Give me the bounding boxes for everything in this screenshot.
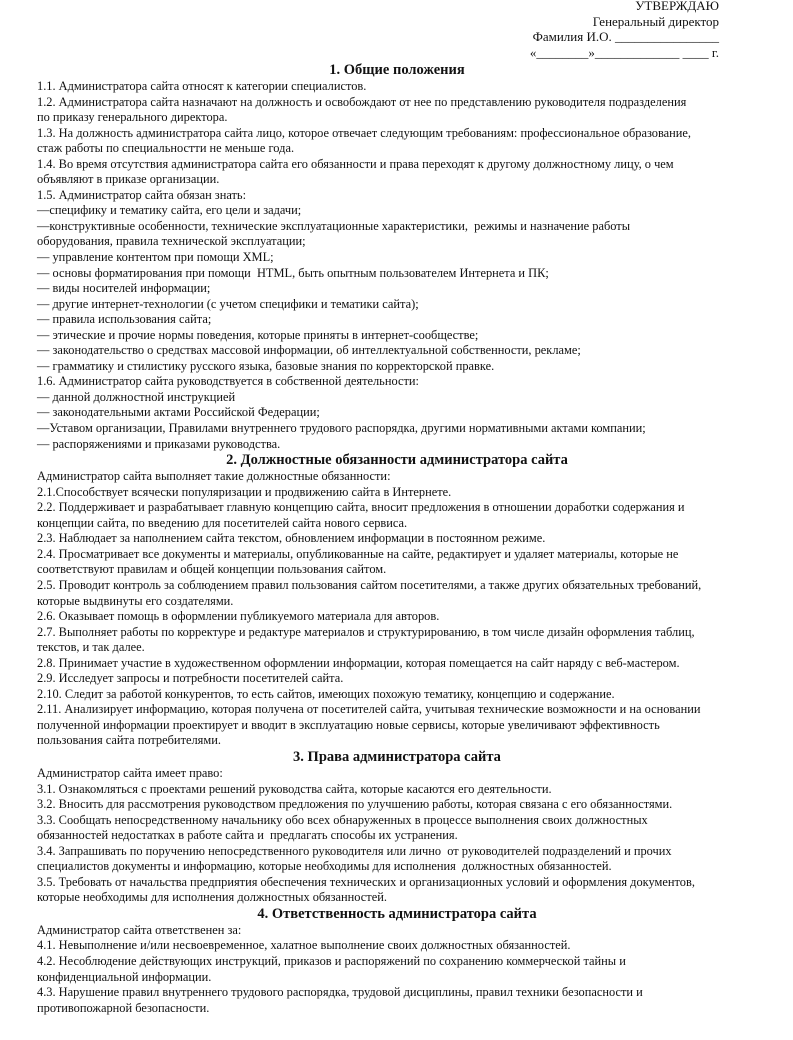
text-line: стаж работы по специальностти не меньше года. bbox=[37, 141, 295, 156]
text-line: 4.1. Невыполнение и/или несвоевременное, халатное выполнение своих должностных обязанностей. bbox=[37, 938, 571, 953]
text-line: 2.9. Исследует запросы и потребности посетителей сайта. bbox=[37, 671, 344, 686]
section-heading: 2. Должностные обязанности администратора сайта bbox=[226, 452, 568, 469]
text-line: 3.3. Сообщать непосредственному начальнику обо всех обнаруженных в процессе выполнения своих должностных bbox=[37, 812, 648, 827]
text-line: Администратор сайта ответственен за: bbox=[37, 922, 242, 937]
text-line: 2.11. Анализирует информацию, которая получена от посетителей сайта, учитывая технические возможности и на основании bbox=[37, 702, 701, 717]
approval-name-line: Фамилия И.О. ________________ bbox=[532, 29, 719, 45]
section-heading: 4. Ответственность администратора сайта bbox=[257, 905, 537, 922]
text-line: конфиденциальной информации. bbox=[37, 969, 212, 984]
text-line: 2.10. Следит за работой конкурентов, то есть сайтов, имеющих похожую тематику, концепцию и содержание. bbox=[37, 686, 615, 701]
text-line: —Уставом организации, Правилами внутреннего трудового распорядка, другими нормативными актами компании; bbox=[37, 421, 646, 436]
text-line: обязанностей недостатках в работе сайта и предлагать способы их устранения. bbox=[37, 828, 458, 843]
document-section bbox=[37, 452, 757, 749]
section-heading: 3. Права администратора сайта bbox=[293, 748, 501, 765]
text-line: пользования сайта потребителями. bbox=[37, 733, 221, 748]
text-line: 3.1. Ознакомляться с проектами решений руководства сайта, которые касаются его деятельности. bbox=[37, 781, 552, 796]
text-line: — данной должностной инструкцией bbox=[37, 389, 236, 404]
text-line: — распоряжениями и приказами руководства. bbox=[37, 436, 281, 451]
text-line: противопожарной безопасности. bbox=[37, 1000, 210, 1015]
text-line: объявляют в приказе организации. bbox=[37, 172, 220, 187]
text-line: — другие интернет-технологии (с учетом специфики и тематики сайта); bbox=[37, 296, 419, 311]
text-line: 4.2. Несоблюдение действующих инструкций, приказов и распоряжений по сохранению коммерческой тайны и bbox=[37, 953, 626, 968]
text-line: которые необходимы для исполнения должностных обязанностей. bbox=[37, 890, 387, 905]
text-line: 2.7. Выполняет работы по корректуре и редактуре материалов и структурированию, в том числе дизайн оформления таблиц, bbox=[37, 624, 695, 639]
approval-title: УТВЕРЖДАЮ bbox=[635, 0, 719, 13]
text-line: — законодательство о средствах массовой информации, об интеллектуальной собственности, рекламе; bbox=[37, 343, 581, 358]
text-line: 4.3. Нарушение правил внутреннего трудового распорядка, трудовой дисциплины, правил техники безопасности и bbox=[37, 985, 643, 1000]
text-line: 2.6. Оказывает помощь в оформлении публикуемого материала для авторов. bbox=[37, 609, 440, 624]
text-line: соответствуют правилам и общей концепции пользования сайтом. bbox=[37, 562, 387, 577]
text-line: 3.4. Запрашивать по поручению непосредственного руководителя или лично от руководителей подразделений и прочих bbox=[37, 843, 672, 858]
text-line: Администратор сайта имеет право: bbox=[37, 765, 223, 780]
text-line: 2.5. Проводит контроль за соблюдением правил пользования сайтом посетителями, а также других обязательных требований, bbox=[37, 577, 702, 592]
text-line: по приказу генерального директора. bbox=[37, 110, 228, 125]
document-section bbox=[37, 906, 757, 1016]
text-line: 2.8. Принимает участие в художественном оформлении информации, которая помещается на сайт наряду с веб-мастером. bbox=[37, 655, 680, 670]
text-line: 2.3. Наблюдает за наполнением сайта текстом, обновлением информации в постоянном режиме. bbox=[37, 531, 546, 546]
text-line: полученной информации проектирует и вводит в эксплуатацию новые сервисы, которые увеличивают эффективность bbox=[37, 717, 660, 732]
document-section bbox=[37, 749, 757, 906]
text-line: 2.1.Способствует всячески популяризации и продвижению сайта в Интернете. bbox=[37, 484, 452, 499]
text-line: 1.4. Во время отсутствия администратора сайта его обязанности и права переходят к другому должностному лицу, о чем bbox=[37, 156, 674, 171]
approval-position: Генеральный директор bbox=[592, 13, 719, 29]
approval-date-line: «________»_____________ ____ г. bbox=[529, 44, 719, 60]
text-line: —конструктивные особенности, технические эксплуатационные характеристики, режимы и назначение работы bbox=[37, 218, 631, 233]
text-line: — этические и прочие нормы поведения, которые приняты в интернет-сообществе; bbox=[37, 327, 479, 342]
text-line: 1.5. Администратор сайта обязан знать: bbox=[37, 187, 247, 202]
document-section bbox=[37, 62, 757, 452]
text-line: 3.2. Вносить для рассмотрения руководством предложения по улучшению работы, которая связана с его обязанностями. bbox=[37, 797, 673, 812]
text-line: — управление контентом при помощи XML; bbox=[37, 250, 274, 265]
text-line: 2.2. Поддерживает и разрабатывает главную концепцию сайта, вносит предложения в отношении доработки содержания и bbox=[37, 500, 685, 515]
approval-block bbox=[530, 0, 719, 60]
text-line: 1.2. Администратора сайта назначают на должность и освобождают от нее по представлению руководителя подразделения bbox=[37, 94, 687, 109]
text-line: специалистов документы и информацию, которые необходимы для исполнения должностных обязанностей. bbox=[37, 859, 612, 874]
text-line: 1.1. Администратора сайта относят к категории специалистов. bbox=[37, 79, 367, 93]
text-line: — правила использования сайта; bbox=[37, 312, 212, 327]
text-line: концепции сайта, по введению для посетителей сайта нового сервиса. bbox=[37, 515, 408, 530]
text-line: 2.4. Просматривает все документы и материалы, опубликованные на сайте, редактирует и удаляет материалы, которые не bbox=[37, 546, 679, 561]
text-line: — виды носителей информации; bbox=[37, 281, 211, 296]
document-body bbox=[37, 62, 757, 1016]
text-line: оборудования, правила технической эксплуатации; bbox=[37, 234, 306, 249]
text-line: которые выдвинуты его создателями. bbox=[37, 593, 234, 608]
text-line: 1.6. Администратор сайта руководствуется в собственной деятельности: bbox=[37, 374, 419, 389]
text-line: Администратор сайта выполняет такие должностные обязанности: bbox=[37, 469, 391, 484]
section-heading: 1. Общие положения bbox=[329, 62, 465, 78]
text-line: 1.3. На должность администратора сайта лицо, которое отвечает следующим требованиям: профессиональное образование, bbox=[37, 125, 692, 140]
text-line: — основы форматирования при помощи HTML, быть опытным пользователем Интернета и ПК; bbox=[37, 265, 549, 280]
text-line: —специфику и тематику сайта, его цели и задачи; bbox=[37, 203, 302, 218]
text-line: — законодательными актами Российской Федерации; bbox=[37, 405, 320, 420]
text-line: — грамматику и стилистику русского языка, базовые знания по корректорской правке. bbox=[37, 358, 495, 373]
text-line: 3.5. Требовать от начальства предприятия обеспечения технических и организационных условий и оформления документов, bbox=[37, 874, 695, 889]
text-line: текстов, и так далее. bbox=[37, 640, 145, 655]
